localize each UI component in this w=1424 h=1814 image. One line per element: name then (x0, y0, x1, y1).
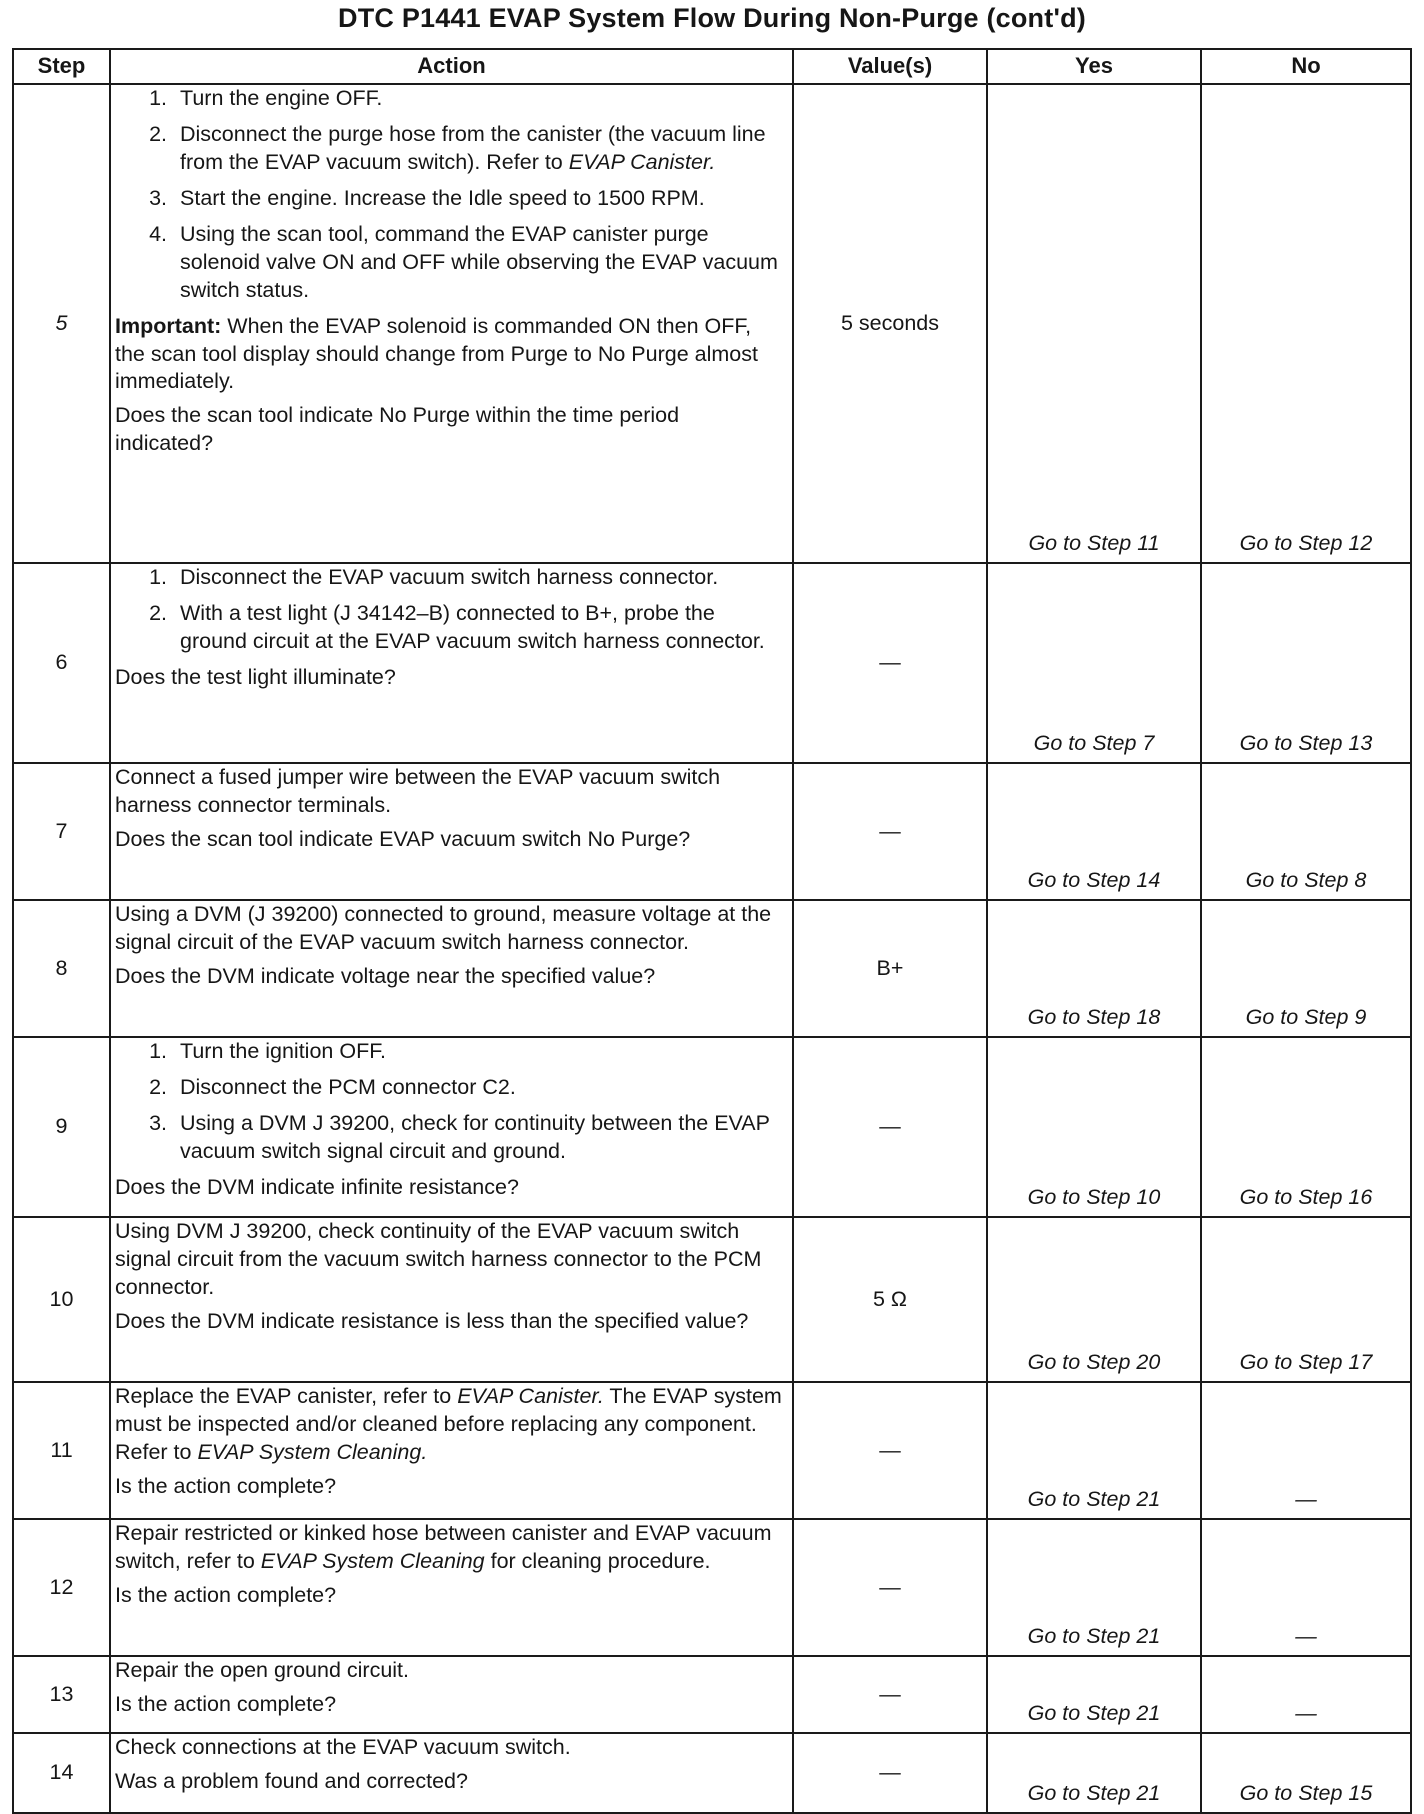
step-number: 12 (13, 1519, 110, 1656)
action-question: Does the DVM indicate resistance is less than the specified value? (115, 1308, 749, 1333)
value-cell: — (793, 1382, 987, 1519)
no-cell: Go to Step 12 (1201, 84, 1411, 563)
reference-link: EVAP System Cleaning. (197, 1439, 428, 1464)
action-cell (110, 1733, 793, 1813)
action-text: Using a DVM (J 39200) connected to ground, measure voltage at the signal circuit of the EVAP vacuum switch harness connector. (115, 902, 772, 954)
procedure-item: 2. Disconnect the purge hose from the canister (the vacuum line from the EVAP vacuum switch). Refer to EVAP Canister. (149, 121, 766, 174)
procedure-item: 1. Turn the ignition OFF. (149, 1039, 386, 1063)
value-cell: — (793, 563, 987, 763)
action-question: Does the DVM indicate voltage near the specified value? (115, 963, 656, 988)
value-cell: — (793, 1733, 987, 1813)
action-cell (110, 1037, 793, 1217)
yes-cell: Go to Step 18 (987, 900, 1201, 1037)
action-cell (110, 900, 793, 1037)
action-question: Does the test light illuminate? (115, 664, 396, 689)
action-cell (110, 1656, 793, 1733)
table-row (13, 563, 1411, 763)
procedure-item: 4. Using the scan tool, command the EVAP canister purge solenoid valve ON and OFF while observing the EVAP vacuum switch status. (149, 221, 778, 302)
no-cell: Go to Step 17 (1201, 1217, 1411, 1382)
action-cell (110, 1217, 793, 1382)
no-cell: — (1201, 1656, 1411, 1733)
action-question: Does the DVM indicate infinite resistance? (115, 1174, 519, 1199)
action-text: Check connections at the EVAP vacuum switch. (115, 1735, 571, 1759)
no-cell: Go to Step 15 (1201, 1733, 1411, 1813)
yes-cell: Go to Step 10 (987, 1037, 1201, 1217)
column-header-action: Action (110, 49, 793, 84)
procedure-item: 2. With a test light (J 34142–B) connected to B+, probe the ground circuit at the EVAP vacuum switch harness connector. (149, 600, 765, 653)
action-text: Repair the open ground circuit. (115, 1658, 410, 1682)
table-row (13, 1037, 1411, 1217)
value-cell: B+ (793, 900, 987, 1037)
procedure-item: 2. Disconnect the PCM connector C2. (149, 1074, 516, 1099)
yes-cell: Go to Step 21 (987, 1656, 1201, 1733)
action-text: Connect a fused jumper wire between the EVAP vacuum switch harness connector terminals. (115, 765, 721, 817)
action-cell (110, 84, 793, 563)
procedure-item: 1. Turn the engine OFF. (149, 86, 383, 110)
action-question: Does the scan tool indicate EVAP vacuum switch No Purge? (115, 826, 691, 851)
yes-cell: Go to Step 21 (987, 1382, 1201, 1519)
reference-link: EVAP Canister. (568, 149, 716, 174)
action-question: Is the action complete? (115, 1691, 337, 1716)
step-number: 11 (13, 1382, 110, 1519)
procedure-item: 3. Start the engine. Increase the Idle speed to 1500 RPM. (149, 185, 705, 210)
action-text: Using DVM J 39200, check continuity of the EVAP vacuum switch signal circuit from the vacuum switch harness connector to the PCM connector. (115, 1219, 762, 1299)
step-number: 8 (13, 900, 110, 1037)
no-cell: — (1201, 1382, 1411, 1519)
reference-link: EVAP Canister. (457, 1384, 604, 1408)
table-row (13, 1217, 1411, 1382)
no-cell: Go to Step 9 (1201, 900, 1411, 1037)
step-number: 5 (13, 84, 110, 563)
table-row (13, 900, 1411, 1037)
no-cell: Go to Step 13 (1201, 563, 1411, 763)
table-row (13, 1519, 1411, 1656)
yes-cell: Go to Step 20 (987, 1217, 1201, 1382)
column-header-values: Value(s) (793, 49, 987, 84)
step-number: 10 (13, 1217, 110, 1382)
important-note: Important: When the EVAP solenoid is commanded ON then OFF, the scan tool display should change from Purge to No Purge almost immediately. (115, 313, 758, 394)
column-header-no: No (1201, 49, 1411, 84)
yes-cell: Go to Step 21 (987, 1733, 1201, 1813)
yes-cell: Go to Step 7 (987, 563, 1201, 763)
action-text: Replace the EVAP canister, refer to EVAP Canister. The EVAP system must be inspected and/or cleaned before replacing any component. Refer to EVAP System Cleaning. (115, 1384, 782, 1464)
diagnostic-table (12, 48, 1412, 1814)
no-cell: — (1201, 1519, 1411, 1656)
yes-cell: Go to Step 21 (987, 1519, 1201, 1656)
value-cell: 5 Ω (793, 1217, 987, 1382)
column-header-step: Step (13, 49, 110, 84)
column-header-yes: Yes (987, 49, 1201, 84)
action-question: Is the action complete? (115, 1473, 337, 1498)
procedure-item: 1. Disconnect the EVAP vacuum switch harness connector. (149, 565, 719, 589)
value-cell: — (793, 1519, 987, 1656)
reference-link: EVAP System Cleaning (260, 1548, 485, 1573)
action-cell (110, 1519, 793, 1656)
table-row (13, 1733, 1411, 1813)
procedure-list (115, 1038, 782, 1166)
table-row (13, 84, 1411, 563)
action-text: Repair restricted or kinked hose between canister and EVAP vacuum switch, refer to EVAP System Cleaning for cleaning procedure. (115, 1521, 772, 1573)
action-question: Is the action complete? (115, 1582, 337, 1607)
value-cell: — (793, 1037, 987, 1217)
value-cell: — (793, 763, 987, 900)
procedure-item: 3. Using a DVM J 39200, check for continuity between the EVAP vacuum switch signal circuit and ground. (149, 1110, 770, 1163)
action-question: Was a problem found and corrected? (115, 1768, 468, 1793)
step-number: 13 (13, 1656, 110, 1733)
step-number: 14 (13, 1733, 110, 1813)
procedure-list (115, 85, 782, 305)
action-question: Does the scan tool indicate No Purge within the time period indicated? (115, 403, 680, 456)
yes-cell: Go to Step 11 (987, 84, 1201, 563)
action-cell (110, 763, 793, 900)
no-cell: Go to Step 16 (1201, 1037, 1411, 1217)
table-row (13, 1656, 1411, 1733)
value-cell: — (793, 1656, 987, 1733)
step-number: 7 (13, 763, 110, 900)
step-number: 9 (13, 1037, 110, 1217)
yes-cell: Go to Step 14 (987, 763, 1201, 900)
action-cell (110, 563, 793, 763)
table-row (13, 763, 1411, 900)
header-row (13, 49, 1411, 84)
table-row (13, 1382, 1411, 1519)
action-cell (110, 1382, 793, 1519)
procedure-list (115, 564, 782, 656)
step-number: 6 (13, 563, 110, 763)
page-title: DTC P1441 EVAP System Flow During Non-Purge (cont'd) (338, 3, 1086, 33)
no-cell: Go to Step 8 (1201, 763, 1411, 900)
value-cell: 5 seconds (793, 84, 987, 563)
